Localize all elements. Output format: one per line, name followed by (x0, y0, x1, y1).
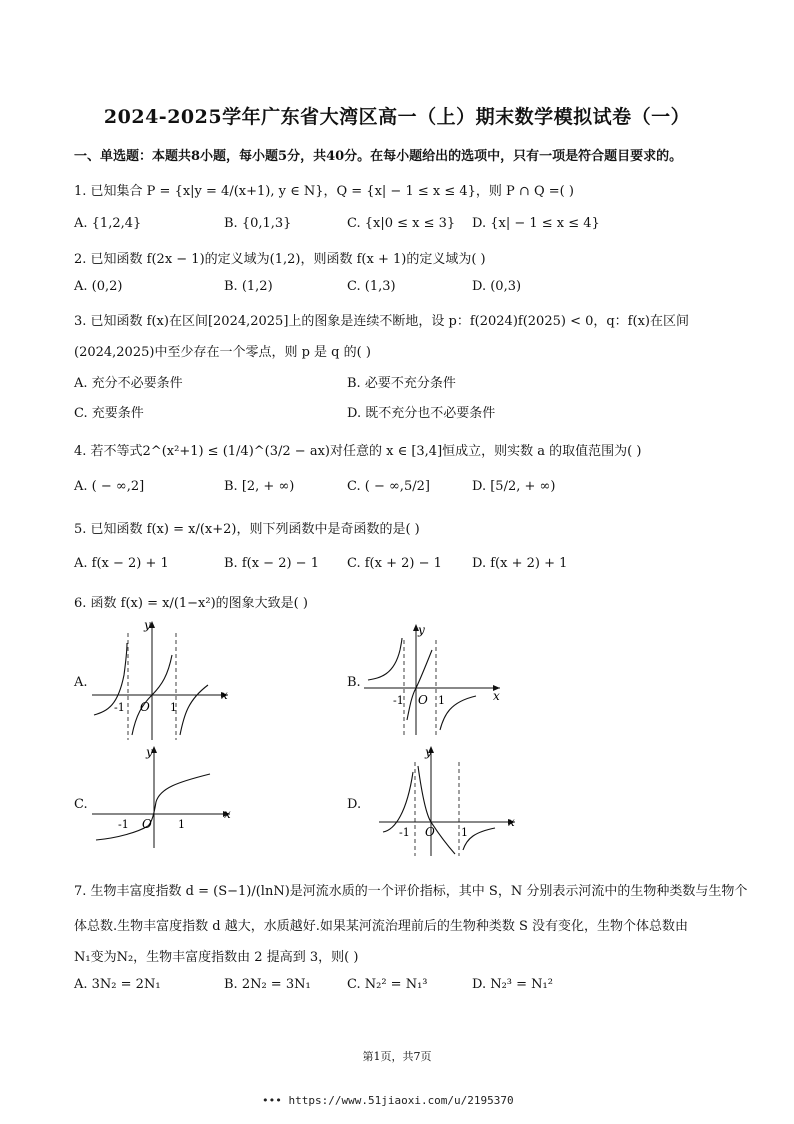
curve-right (180, 685, 208, 735)
q5-option-c: C. f(x + 2) − 1 (347, 556, 442, 571)
q4-option-b: B. [2, + ∞) (224, 479, 295, 494)
origin-label: O (418, 693, 428, 707)
q7-option-a: A. 3N₂ = 2N₁ (74, 977, 161, 992)
question-3-stem-line2: (2024,2025)中至少存在一个零点，则 p 是 q 的( ) (74, 345, 371, 360)
neg-one-label: -1 (393, 694, 404, 707)
q2-option-a: A. (0,2) (74, 279, 123, 294)
origin-label: O (142, 817, 152, 831)
q3-option-b: B. 必要不充分条件 (347, 376, 456, 391)
q2-option-d: D. (0,3) (472, 279, 522, 294)
curve-left (383, 772, 413, 832)
q5-option-a: A. f(x − 2) + 1 (74, 556, 169, 571)
neg-one-label: -1 (118, 818, 129, 831)
y-label: y (144, 618, 151, 632)
y-label: y (146, 745, 153, 759)
q5-option-d: D. f(x + 2) + 1 (472, 556, 568, 571)
q1-option-c: C. {x|0 ≤ x ≤ 3} (347, 216, 456, 231)
one-label: 1 (170, 701, 177, 714)
q4-option-c: C. ( − ∞,5/2] (347, 479, 430, 494)
q1-option-d: D. {x| − 1 ≤ x ≤ 4} (472, 216, 600, 231)
curve-middle (418, 766, 455, 854)
q4-option-a: A. ( − ∞,2] (74, 479, 145, 494)
question-1-stem: 1. 已知集合 P = {x|y = 4/(x+1), y ∈ N}，Q = {x| − 1 ≤ x ≤ 4}，则 P ∩ Q =( ) (74, 184, 574, 199)
question-7-stem-line1: 7. 生物丰富度指数 d = (S−1)/(lnN)是河流水质的一个评价指标，其中 S，N 分别表示河流中的生物种类数与生物个 (74, 884, 748, 899)
q1-option-b: B. {0,1,3} (224, 216, 292, 231)
origin-label: O (425, 825, 435, 839)
x-label: x (224, 807, 231, 821)
q4-option-d: D. [5/2, + ∞) (472, 479, 556, 494)
question-2-stem: 2. 已知函数 f(2x − 1)的定义域为(1,2)，则函数 f(x + 1)的定义域为( ) (74, 252, 486, 267)
q7-option-d: D. N₂³ = N₁² (472, 977, 553, 992)
q6-option-c: C. (74, 797, 88, 812)
page-footer: 第1页，共7页 (362, 1050, 432, 1063)
one-label: 1 (438, 694, 445, 707)
q1-option-a: A. {1,2,4} (74, 216, 142, 231)
graph-a (88, 615, 238, 745)
q7-option-c: C. N₂² = N₁³ (347, 977, 428, 992)
curve (96, 774, 210, 840)
y-label: y (418, 623, 425, 637)
one-label: 1 (461, 826, 468, 839)
x-label: x (493, 689, 500, 703)
q3-option-d: D. 既不充分也不必要条件 (347, 406, 496, 421)
curve-right (440, 696, 476, 730)
question-3-stem-line1: 3. 已知函数 f(x)在区间[2024,2025]上的图象是连续不断地，设 p：f(2024)f(2025) < 0，q：f(x)在区间 (74, 314, 689, 329)
x-label: x (221, 688, 228, 702)
curve-left (368, 638, 402, 680)
question-7-stem-line2: 体总数.生物丰富度指数 d 越大，水质越好.如果某河流治理前后的生物种类数 S 没有变化，生物个体总数由 (74, 919, 689, 934)
y-label: y (425, 745, 432, 759)
section-header: 一、单选题：本题共8小题，每小题5分，共40分。在每小题给出的选项中，只有一项是符合题目要求的。 (74, 149, 683, 164)
question-7-stem-line3: N₁变为N₂，生物丰富度指数由 2 提高到 3，则( ) (74, 950, 359, 965)
question-6-stem: 6. 函数 f(x) = x/(1−x²)的图象大致是( ) (74, 596, 308, 611)
watermark-link[interactable]: ••• https://www.51jiaoxi.com/u/2195370 (262, 1094, 514, 1107)
question-4-stem: 4. 若不等式2^(x²+1) ≤ (1/4)^(3/2 − ax)对任意的 x ∈ [3,4]恒成立，则实数 a 的取值范围为( ) (74, 444, 642, 459)
origin-label: O (140, 700, 150, 714)
q6-option-b: B. (347, 675, 361, 690)
page-title: 2024-2025学年广东省大湾区高一（上）期末数学模拟试卷（一） (103, 106, 691, 128)
q6-option-a: A. (74, 675, 88, 690)
q3-option-a: A. 充分不必要条件 (74, 376, 183, 391)
graph-c (88, 742, 238, 852)
q2-option-c: C. (1,3) (347, 279, 396, 294)
q5-option-b: B. f(x − 2) − 1 (224, 556, 319, 571)
graph-b (360, 620, 510, 740)
curve-middle (407, 650, 432, 720)
q3-option-c: C. 充要条件 (74, 406, 144, 421)
question-5-stem: 5. 已知函数 f(x) = x/(x+2)，则下列函数中是奇函数的是( ) (74, 522, 420, 537)
neg-one-label: -1 (399, 826, 410, 839)
neg-one-label: -1 (114, 701, 125, 714)
q2-option-b: B. (1,2) (224, 279, 273, 294)
one-label: 1 (178, 818, 185, 831)
x-label: x (508, 815, 515, 829)
q7-option-b: B. 2N₂ = 3N₁ (224, 977, 311, 992)
graph-d (375, 742, 525, 860)
q6-option-d: D. (347, 797, 362, 812)
